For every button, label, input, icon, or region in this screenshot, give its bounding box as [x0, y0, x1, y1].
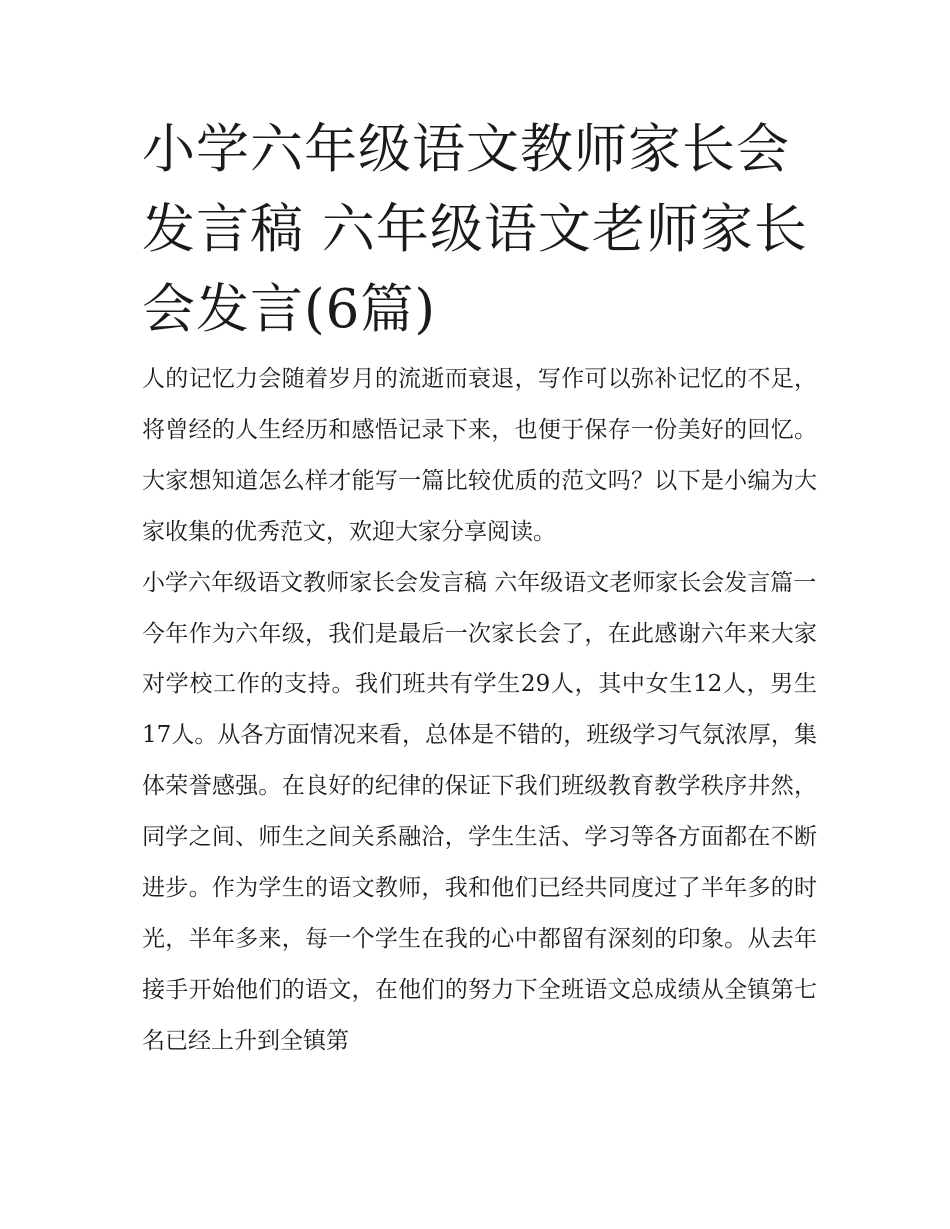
intro-paragraph: 人的记忆力会随着岁月的流逝而衰退，写作可以弥补记忆的不足，将曾经的人生经历和感悟记录下来，也便于保存一份美好的回忆。大家想知道怎么样才能写一篇比较优质的范文吗？以下是小编为大家收集的优秀范文，欢迎大家分享阅读。	[142, 366, 817, 545]
document-title: 小学六年级语文教师家长会发言稿 六年级语文老师家长会发言(6篇)	[142, 119, 808, 340]
body-paragraph: 今年作为六年级，我们是最后一次家长会了，在此感谢六年来大家对学校工作的支持。我们班共有学生29人，其中女生12人，男生17人。从各方面情况来看，总体是不错的，班级学习气氛浓厚，集体荣誉感强。在良好的纪律的保证下我们班级教育教学秩序井然，同学之间、师生之间关系融洽，学生生活、学习等各方面都在不断进步。作为学生的语文教师，我和他们已经共同度过了半年多的时光，半年多来，每一个学生在我的心中都留有深刻的印象。从去年接手开始他们的语文，在他们的努力下全班语文总成绩从全镇第七名已经上升到全镇第	[142, 620, 817, 1054]
section-heading: 小学六年级语文教师家长会发言稿 六年级语文老师家长会发言篇一	[142, 569, 817, 596]
document-body	[142, 354, 817, 1067]
